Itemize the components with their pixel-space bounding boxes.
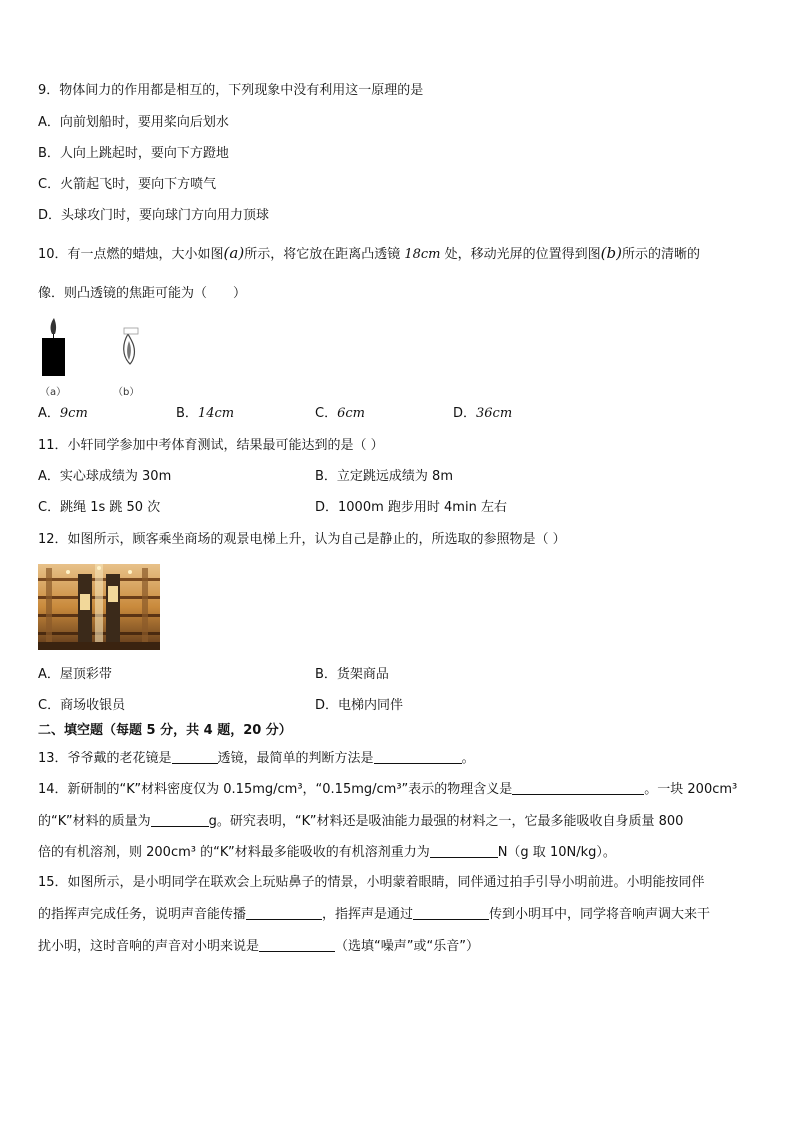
q14-line1: 14．新研制的“K”材料密度仅为 0.15mg/cm³，“0.15mg/cm³”表示的物理含义是 。一块 200cm³ xyxy=(38,782,738,797)
q15-blank-3[interactable] xyxy=(259,937,335,952)
q10-option-a: A．9cm xyxy=(38,406,88,421)
q13-blank-1[interactable] xyxy=(172,749,218,764)
figure-label-b: （b） xyxy=(113,387,140,398)
q14-blank-1[interactable] xyxy=(512,780,644,795)
q10-distance: 18cm xyxy=(404,247,441,262)
q15-blank-2[interactable] xyxy=(413,905,489,920)
q9-option-b: B．人向上跳起时，要向下方蹬地 xyxy=(38,146,229,161)
q11-stem: 11．小轩同学参加中考体育测试，结果最可能达到的是（ ） xyxy=(38,438,384,453)
q10-stem-c: 处，移动光屏的位置得到图 xyxy=(444,247,601,262)
figure-label-a: （a） xyxy=(40,387,67,398)
candle-body xyxy=(42,338,65,376)
candle-flame xyxy=(51,318,57,334)
section-2-header: 二、填空题（每题 5 分，共 4 题，20 分） xyxy=(38,723,292,738)
q12-option-b: B．货架商品 xyxy=(315,667,389,682)
q9-option-d: D．头球攻门时，要向球门方向用力顶球 xyxy=(38,208,270,223)
q12-option-a: A．屋顶彩带 xyxy=(38,667,112,682)
mall-elevator-photo xyxy=(38,564,160,650)
q10-stem-b: 所示，将它放在距离凸透镜 xyxy=(244,247,401,262)
q12-stem: 12．如图所示，顾客乘坐商场的观景电梯上升，认为自己是静止的，所选取的参照物是（ ） xyxy=(38,532,566,547)
candle-figure xyxy=(36,316,146,380)
q11-option-b: B．立定跳远成绩为 8m xyxy=(315,469,453,484)
q14-line3: 倍的有机溶剂，则 200cm³ 的“K”材料最多能吸收的有机溶剂重力为 N（g 取 10N/kg）。 xyxy=(38,845,616,860)
q10-stem-a: 10．有一点燃的蜡烛，大小如图 xyxy=(38,247,224,262)
q10-stem-line1 xyxy=(38,244,700,264)
q12-option-c: C．商场收银员 xyxy=(38,698,126,713)
q9-stem: 9．物体间力的作用都是相互的，下列现象中没有利用这一原理的是 xyxy=(38,83,424,98)
q10-fig-b-ref: (b) xyxy=(600,244,622,262)
q12-option-d: D．电梯内同伴 xyxy=(315,698,404,713)
q15-blank-1[interactable] xyxy=(246,905,322,920)
q15-line1: 15．如图所示，是小明同学在联欢会上玩贴鼻子的情景，小明蒙着眼睛，同伴通过拍手引导小明前进。小明能按同伴 xyxy=(38,875,705,890)
q15-line2: 的指挥声完成任务，说明声音能传播 ，指挥声是通过 传到小明耳中，同学将音响声调大来干 xyxy=(38,907,711,922)
q10-fig-a-ref: (a) xyxy=(223,244,245,262)
q13-blank-2[interactable] xyxy=(374,749,462,764)
candle-image-base xyxy=(124,328,138,334)
q10-option-b: B．14cm xyxy=(176,406,235,421)
q11-option-a: A．实心球成绩为 30m xyxy=(38,469,172,484)
q9-option-a: A．向前划船时，要用桨向后划水 xyxy=(38,115,229,130)
q11-option-d: D．1000m 跑步用时 4min 左右 xyxy=(315,500,507,515)
q14-blank-2[interactable] xyxy=(151,812,209,827)
q15-line3: 扰小明，这时音响的声音对小明来说是 （选填“噪声”或“乐音”） xyxy=(38,939,479,954)
q10-option-c: C．6cm xyxy=(315,406,365,421)
q10-option-d: D．36cm xyxy=(453,406,513,421)
q10-stem-d: 所示的清晰的 xyxy=(621,247,700,262)
q13-line: 13．爷爷戴的老花镜是 透镜，最简单的判断方法是 。 xyxy=(38,751,475,766)
q11-option-c: C．跳绳 1s 跳 50 次 xyxy=(38,500,161,515)
q14-line2: 的“K”材料的质量为 g。研究表明，“K”材料还是吸油能力最强的材料之一，它最多能吸收自身质量 800 xyxy=(38,814,684,829)
q9-option-c: C．火箭起飞时，要向下方喷气 xyxy=(38,177,217,192)
q10-stem-line2: 像．则凸透镜的焦距可能为（ ） xyxy=(38,286,247,301)
q14-blank-3[interactable] xyxy=(430,843,498,858)
